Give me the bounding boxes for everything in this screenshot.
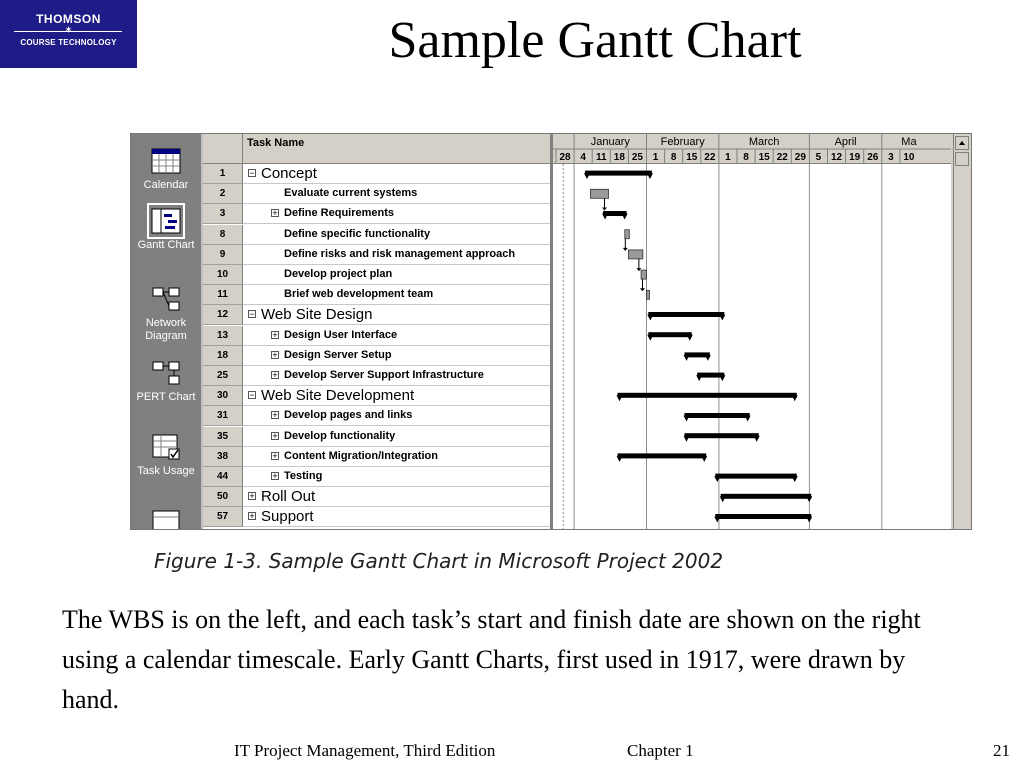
week-label: 22 (704, 152, 716, 163)
task-name: Roll Out (261, 488, 316, 506)
week-label: 15 (758, 152, 770, 163)
task-id: 12 (203, 305, 243, 325)
task-name: Testing (284, 470, 323, 482)
month-label: April (834, 136, 857, 148)
view-label: Network Diagram (145, 317, 187, 342)
thomson-logo (0, 0, 137, 68)
body-text: The WBS is on the left, and each task’s start and finish date are shown on the right using a calendar timescale. Early Gantt Charts, first used in 1917, were drawn by hand. (62, 605, 921, 714)
expand-icon[interactable]: + (272, 410, 278, 421)
expand-icon[interactable]: + (272, 430, 278, 441)
tracking-gantt-icon (150, 508, 182, 530)
task-name: Evaluate current systems (284, 187, 418, 200)
week-label: 28 (559, 152, 571, 163)
expand-icon[interactable]: + (272, 450, 278, 461)
view-task-usage[interactable] (131, 432, 201, 478)
view-bar (131, 134, 203, 530)
task-sheet (203, 134, 551, 530)
week-label: 1 (652, 152, 659, 163)
task-name: Define specific functionality (284, 227, 431, 240)
star-icon: ✶ (64, 25, 73, 36)
month-label: January (590, 136, 630, 148)
week-label: 15 (686, 152, 698, 163)
task-id: 25 (203, 366, 243, 386)
footer-page-number: 21 (993, 741, 1010, 760)
scroll-up-icon[interactable] (955, 136, 969, 150)
summary-end-cap (687, 335, 693, 341)
task-id: 30 (203, 386, 243, 406)
task-bar (590, 189, 608, 198)
summary-start-cap (684, 436, 690, 442)
collapse-icon[interactable]: − (249, 309, 255, 320)
project-window (130, 133, 972, 530)
task-row[interactable] (203, 427, 551, 447)
summary-bar (715, 514, 811, 519)
pert-chart-icon (150, 358, 182, 388)
scroll-thumb[interactable] (955, 152, 969, 166)
task-name: Define Requirements (284, 207, 395, 220)
summary-start-cap (617, 395, 623, 401)
task-row[interactable] (203, 386, 551, 406)
task-usage-icon (150, 432, 182, 462)
expand-icon[interactable]: + (249, 491, 255, 502)
summary-end-cap (806, 517, 812, 523)
gantt-chart-icon (150, 206, 182, 236)
view-network-diagram[interactable] (131, 284, 201, 343)
task-bar (625, 230, 630, 239)
task-row[interactable] (203, 326, 551, 346)
task-bar (628, 250, 642, 259)
expand-icon[interactable]: + (272, 329, 278, 340)
task-name: Develop functionality (284, 429, 396, 442)
dependency-arrowhead (602, 208, 607, 211)
gantt-chart (553, 134, 951, 530)
dependency-arrowhead (640, 288, 645, 291)
task-bar (641, 270, 646, 279)
task-name: Support (261, 508, 314, 526)
week-label: 4 (580, 152, 586, 163)
task-name: Design Server Setup (284, 348, 392, 361)
task-id: 3 (203, 204, 243, 224)
task-name: Design User Interface (284, 328, 398, 341)
task-bar (647, 290, 650, 299)
summary-bar (685, 413, 750, 418)
month-label: February (660, 136, 705, 148)
view-calendar[interactable] (131, 146, 201, 192)
task-row[interactable] (203, 507, 551, 527)
week-label: 25 (631, 152, 644, 163)
task-id: 10 (203, 265, 243, 285)
week-label: 5 (815, 152, 822, 163)
logo-line-1: THOMSON (36, 12, 101, 26)
view-label: Task Usage (137, 465, 195, 477)
task-id: 57 (203, 507, 243, 527)
collapse-icon[interactable]: − (249, 390, 255, 401)
network-diagram-icon (150, 284, 182, 314)
summary-bar (648, 312, 724, 317)
task-row[interactable] (203, 467, 551, 487)
summary-bar (585, 171, 652, 176)
task-id: 18 (203, 346, 243, 366)
task-name: Web Site Development (261, 387, 415, 405)
dependency-arrowhead (636, 268, 641, 271)
task-id: 13 (203, 326, 243, 346)
week-label: 10 (903, 152, 915, 163)
summary-start-cap (684, 416, 690, 422)
task-row[interactable] (203, 487, 551, 507)
task-id: 2 (203, 184, 243, 204)
slide-title: Sample Gantt Chart (388, 12, 802, 69)
summary-start-cap (696, 375, 702, 381)
summary-end-cap (806, 496, 812, 502)
task-name: Develop project plan (284, 268, 393, 280)
vertical-scrollbar[interactable] (953, 134, 971, 530)
month-label: March (748, 136, 780, 148)
summary-end-cap (622, 214, 628, 220)
week-label: 29 (794, 152, 806, 163)
task-id: 50 (203, 487, 243, 507)
expand-icon[interactable]: + (272, 471, 278, 481)
row-number-header[interactable] (203, 134, 243, 164)
summary-end-cap (754, 436, 760, 442)
collapse-icon[interactable]: − (249, 168, 255, 178)
task-row[interactable] (203, 346, 551, 366)
summary-start-cap (720, 496, 726, 502)
view-pert-chart[interactable] (131, 358, 201, 404)
view-gantt-chart[interactable] (131, 206, 201, 252)
task-name: Concept (261, 165, 317, 182)
week-label: 19 (849, 152, 861, 163)
sheet-header (203, 134, 551, 164)
task-id: 8 (203, 225, 243, 245)
footer-chapter: Chapter 1 (627, 741, 694, 760)
view-label: PERT Chart (136, 391, 196, 403)
task-id: 11 (203, 285, 243, 305)
task-id: 38 (203, 447, 243, 467)
task-row[interactable] (203, 305, 551, 325)
task-id: 31 (203, 406, 243, 426)
summary-bar (618, 453, 707, 458)
task-id: 35 (203, 427, 243, 447)
task-row[interactable] (203, 447, 551, 467)
expand-icon[interactable]: + (249, 511, 255, 522)
task-id: 44 (203, 467, 243, 487)
summary-end-cap (701, 456, 707, 462)
dependency-arrowhead (623, 248, 628, 251)
month-label: Ma (901, 136, 917, 148)
week-label: 8 (670, 152, 677, 163)
task-row[interactable] (203, 184, 551, 204)
task-row[interactable] (203, 204, 551, 224)
summary-end-cap (792, 395, 798, 401)
view-label: Calendar (143, 179, 189, 191)
summary-end-cap (792, 476, 798, 482)
summary-end-cap (647, 173, 653, 179)
summary-end-cap (719, 315, 725, 321)
summary-start-cap (684, 355, 690, 361)
view-label: Gantt Chart (137, 239, 195, 251)
week-label: 3 (888, 152, 894, 163)
week-label: 22 (776, 152, 788, 163)
summary-bar (721, 494, 812, 499)
task-row[interactable] (203, 245, 551, 265)
task-name-header[interactable]: Task Name (247, 137, 305, 149)
logo-line-2: COURSE TECHNOLOGY (20, 38, 117, 47)
week-label: 18 (613, 152, 625, 163)
summary-start-cap (617, 456, 623, 462)
task-row[interactable] (203, 285, 551, 305)
task-id: 1 (203, 164, 243, 184)
week-label: 12 (830, 152, 843, 163)
calendar-icon (150, 146, 182, 176)
figure-caption: Figure 1-3. Sample Gantt Chart in Microsoft Project 2002 (154, 549, 724, 573)
task-name: Brief web development team (284, 288, 434, 301)
task-id: 9 (203, 245, 243, 265)
task-name: Web Site Design (261, 306, 373, 324)
task-row[interactable] (203, 406, 551, 426)
week-label: 8 (743, 152, 749, 163)
summary-start-cap (647, 315, 653, 321)
task-name: Develop Server Support Infrastructure (284, 369, 484, 381)
task-row[interactable] (203, 225, 551, 245)
week-label: 26 (867, 152, 879, 163)
task-name: Define risks and risk management approach (284, 247, 516, 260)
summary-start-cap (647, 335, 653, 341)
task-name: Content Migration/Integration (284, 449, 438, 462)
summary-start-cap (602, 214, 608, 220)
task-row[interactable] (203, 164, 551, 184)
summary-bar (618, 393, 797, 398)
task-row[interactable] (203, 265, 551, 285)
summary-start-cap (584, 173, 590, 179)
expand-icon[interactable]: + (272, 208, 278, 219)
task-row[interactable] (203, 366, 551, 386)
summary-end-cap (745, 416, 751, 422)
task-name: Develop pages and links (284, 409, 413, 422)
summary-end-cap (705, 355, 711, 361)
summary-bar (715, 474, 796, 479)
view-more[interactable] (131, 508, 201, 530)
summary-bar (685, 433, 759, 438)
week-label: 1 (725, 152, 731, 163)
week-label: 11 (595, 152, 607, 163)
footer-book-title: IT Project Management, Third Edition (234, 741, 496, 760)
expand-icon[interactable]: + (272, 370, 278, 380)
summary-bar (648, 332, 691, 337)
expand-icon[interactable]: + (272, 349, 278, 360)
summary-end-cap (719, 375, 725, 381)
